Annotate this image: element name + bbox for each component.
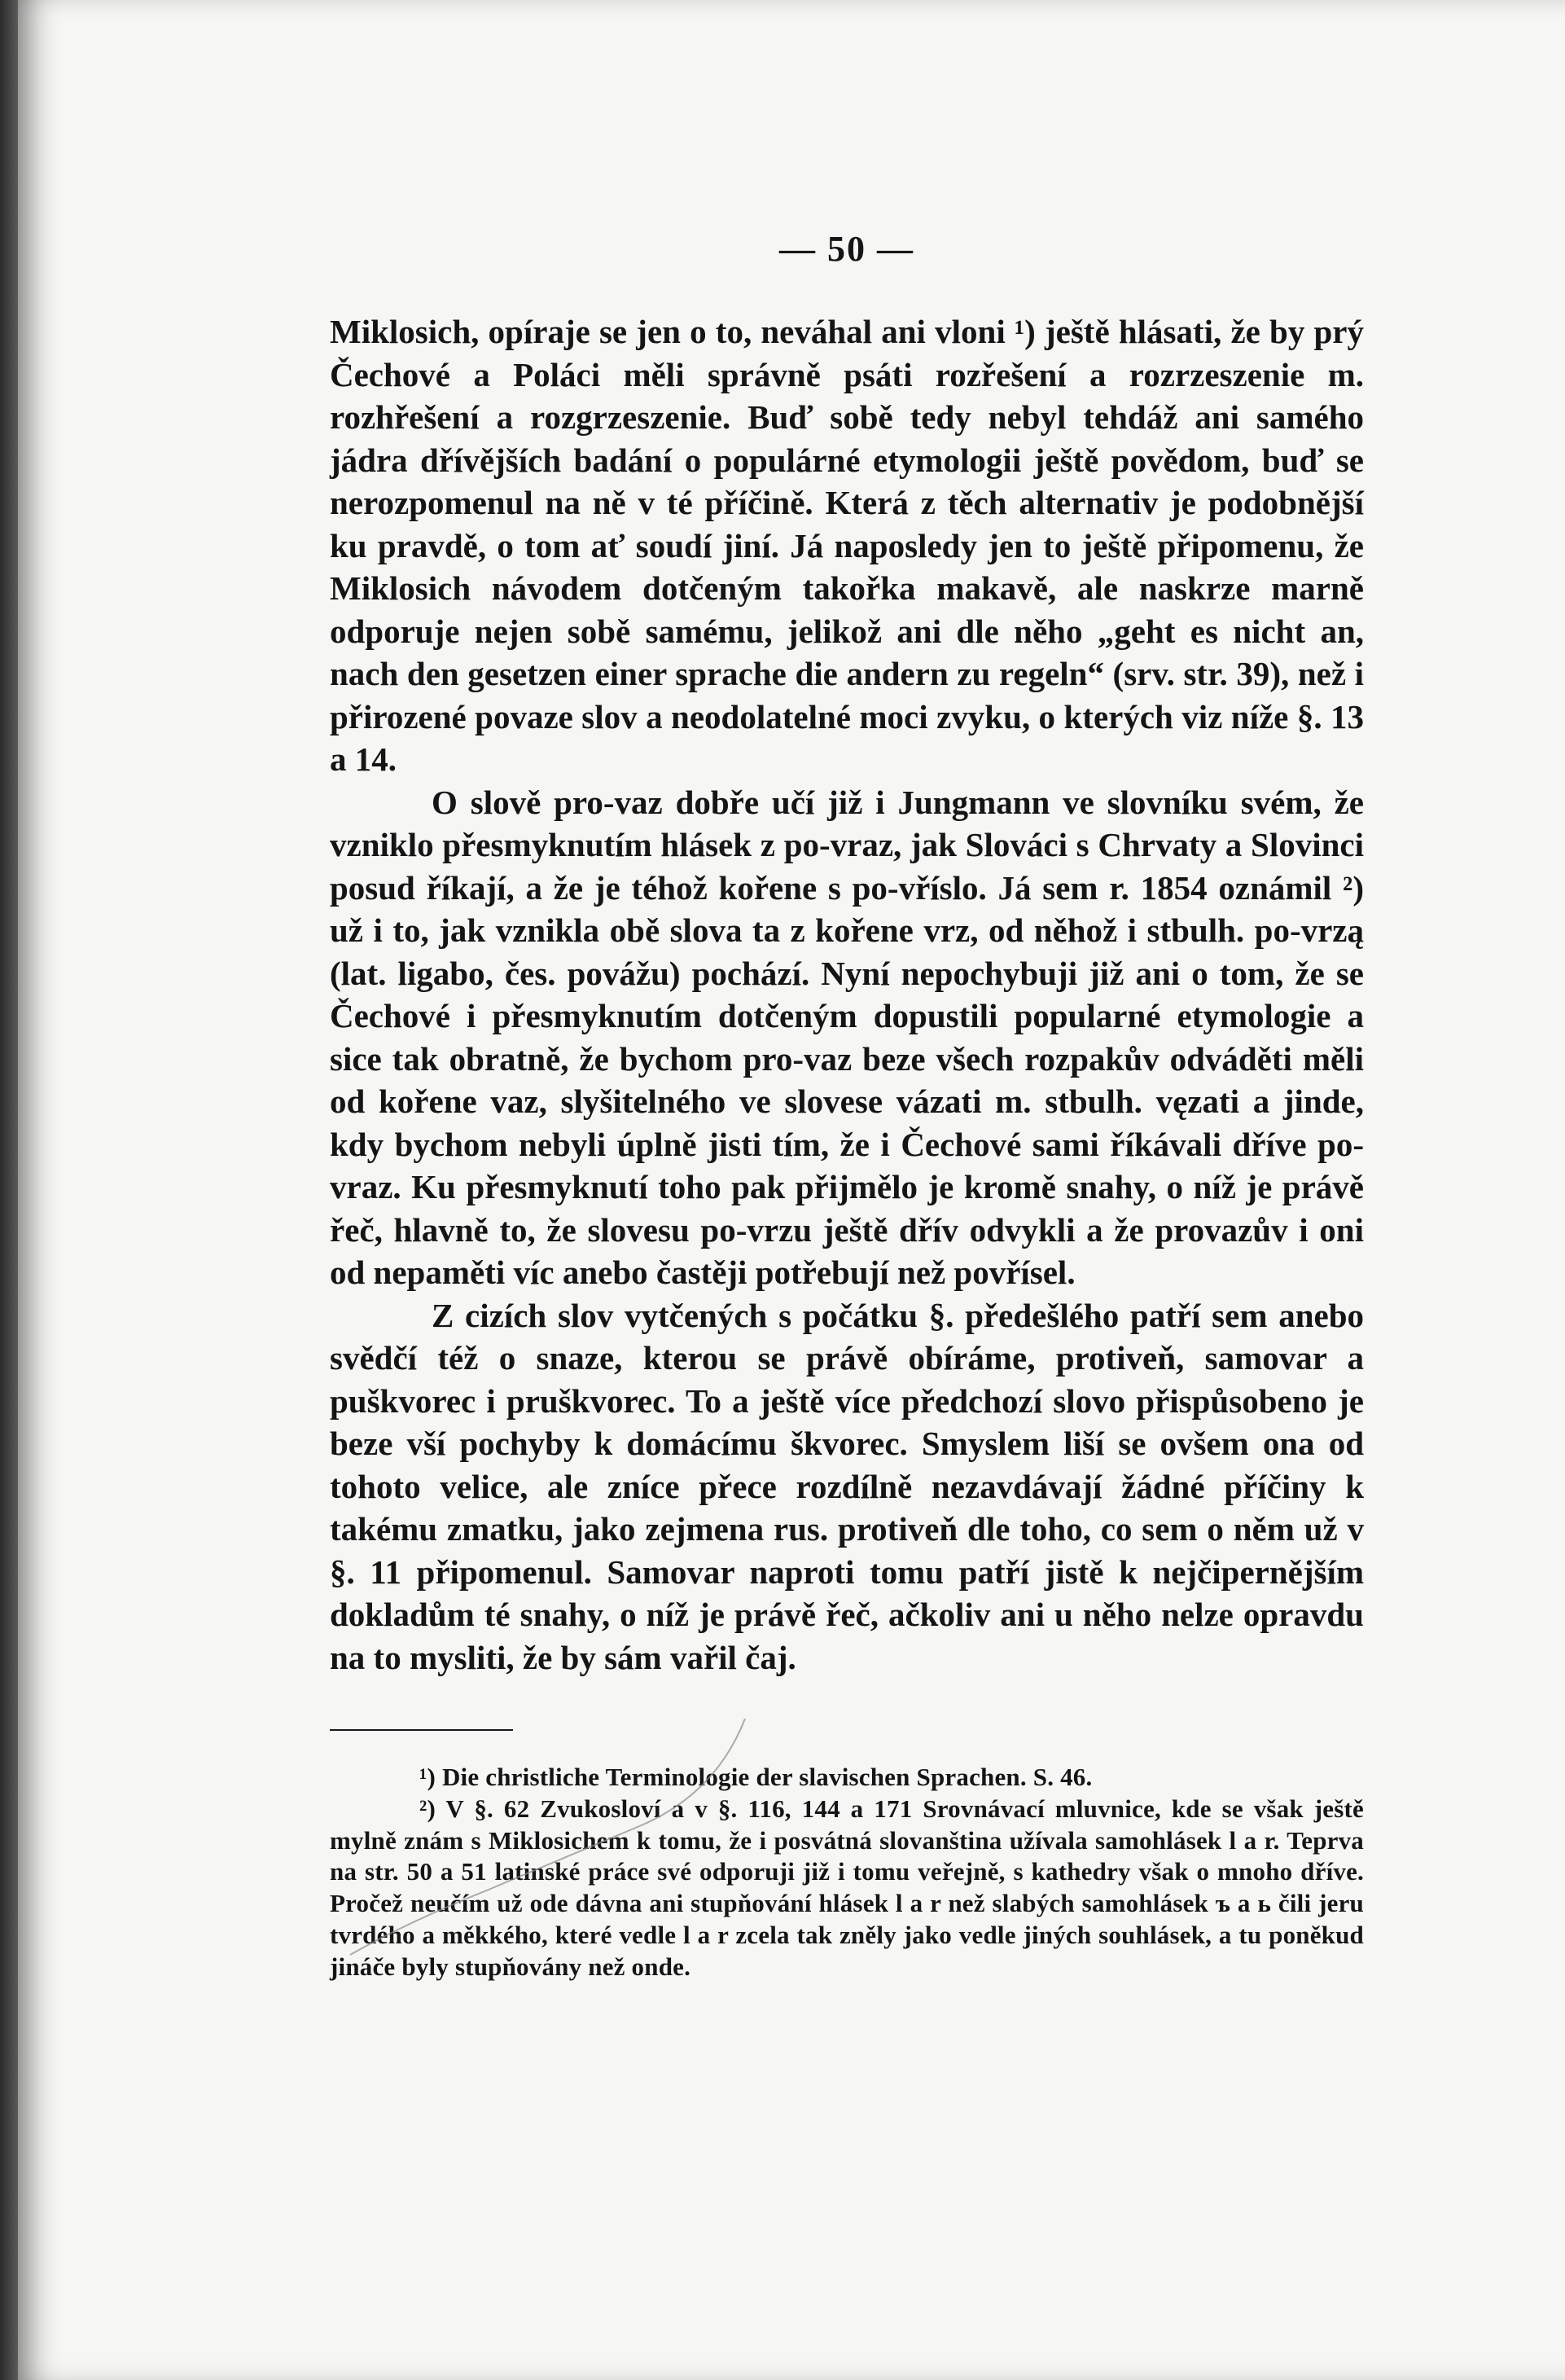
paragraph-2: O slově pro-vaz dobře učí již i Jungmann ve slovníku svém, že vzniklo přesmyknutím hlásek z po-vraz, jak Slováci s Chrvaty a Slovinci posud říkají, a že je téhož kořene s po-vříslo. Já sem r. 1854 oznámil ²) už i to, jak vznikla obě slova ta z kořene vrz, od něhož i stbulh. po-vrzą (lat. ligabo, čes. povážu) pochází. Nyní nepochybuji již ani o tom, že se Čechové i přesmyknutím dotčeným dopustili popularné etymologie a sice tak obratně, že bychom pro-vaz beze všech rozpakův odváděti měli od kořene vaz, slyšitelného ve slovese vázati m. stbulh. vęzati a jinde, kdy bychom nebyli úplně jisti tím, že i Čechové sami říkávali dříve po-vraz. Ku přesmyknutí toho pak přijmělo je kromě snahy, o níž je právě řeč, hlavně to, že slovesu po-vrzu ještě dřív odvykli a že provazův i oni od nepaměti víc anebo častěji potřebují než povřísel. [330, 783, 1364, 1291]
paragraph-3: Z cizích slov vytčených s počátku §. předešlého patří sem anebo svědčí též o snaze, kterou se právě obíráme, protiveň, samovar a puškvorec i pruškvorec. To a ještě více předchozí slovo přispůsobeno je beze vší pochyby k domácímu škvorec. Smyslem liší se ovšem ona od tohoto velice, ale zníce přece rozdílně nezavdávají žádné příčiny k takému zmatku, jako zejmena rus. protiveň dle toho, co sem o něm už v §. 11 připomenul. Samovar naproti tomu patří jistě k nejčipernějším dokladům té snahy, o níž je právě řeč, ačkoliv ani u něho nelze opravdu na to mysliti, že by sám vařil čaj. [330, 1296, 1364, 1676]
page-number: — 50 — [779, 229, 914, 269]
paragraph-1: Miklosich, opíraje se jen o to, neváhal ani vloni ¹) ještě hlásati, že by prý Čechové a Poláci měli správně psáti rozřešení a rozrzeszenie m. rozhřešení a rozgrzeszenie. Buď sobě tedy nebyl tehdáž ani samého jádra dřívějších badání o populárné etymologii ještě povědom, buď se nerozpomenul na ně v té příčině. Která z těch alternativ je podobnější ku pravdě, o tom ať soudí jiní. Já naposledy jen to ještě připomenu, že Miklosich návodem dotčeným takořka makavě, ale naskrze marně odporuje nejen sobě samému, jelikož ani dle něho „geht es nicht an, nach den gesetzen einer sprache die andern zu regeln“ (srv. str. 39), než i přirozené povaze slov a neodolatelné moci zvyku, o kterých viz níže §. 13 a 14. [330, 313, 1364, 778]
book-page [330, 228, 1364, 1983]
footnote-2: ²) V §. 62 Zvukosloví a v §. 116, 144 a 171 Srovnávací mluvnice, kde se však ještě mylně znám s Miklosichem k tomu, že i posvátná slovanština užívala samohlásek l a r. Teprva na str. 50 a 51 latinské práce své odporuji již i tomu veřejně, s kathedry však o mnoho dříve. Pročež neučím už ode dávna ani stupňování hlásek l a r než slabých samohlásek ъ a ь čili jeru tvrdého a měkkého, které vedle l a r zcela tak zněly jako vedle jiných souhlásek, a tu poněkud jináče byly stupňovány než onde. [330, 1794, 1364, 1981]
footnote-1: ¹) Die christliche Terminologie der slavischen Sprachen. S. 46. [419, 1763, 1093, 1791]
footnote-separator [330, 1729, 513, 1731]
